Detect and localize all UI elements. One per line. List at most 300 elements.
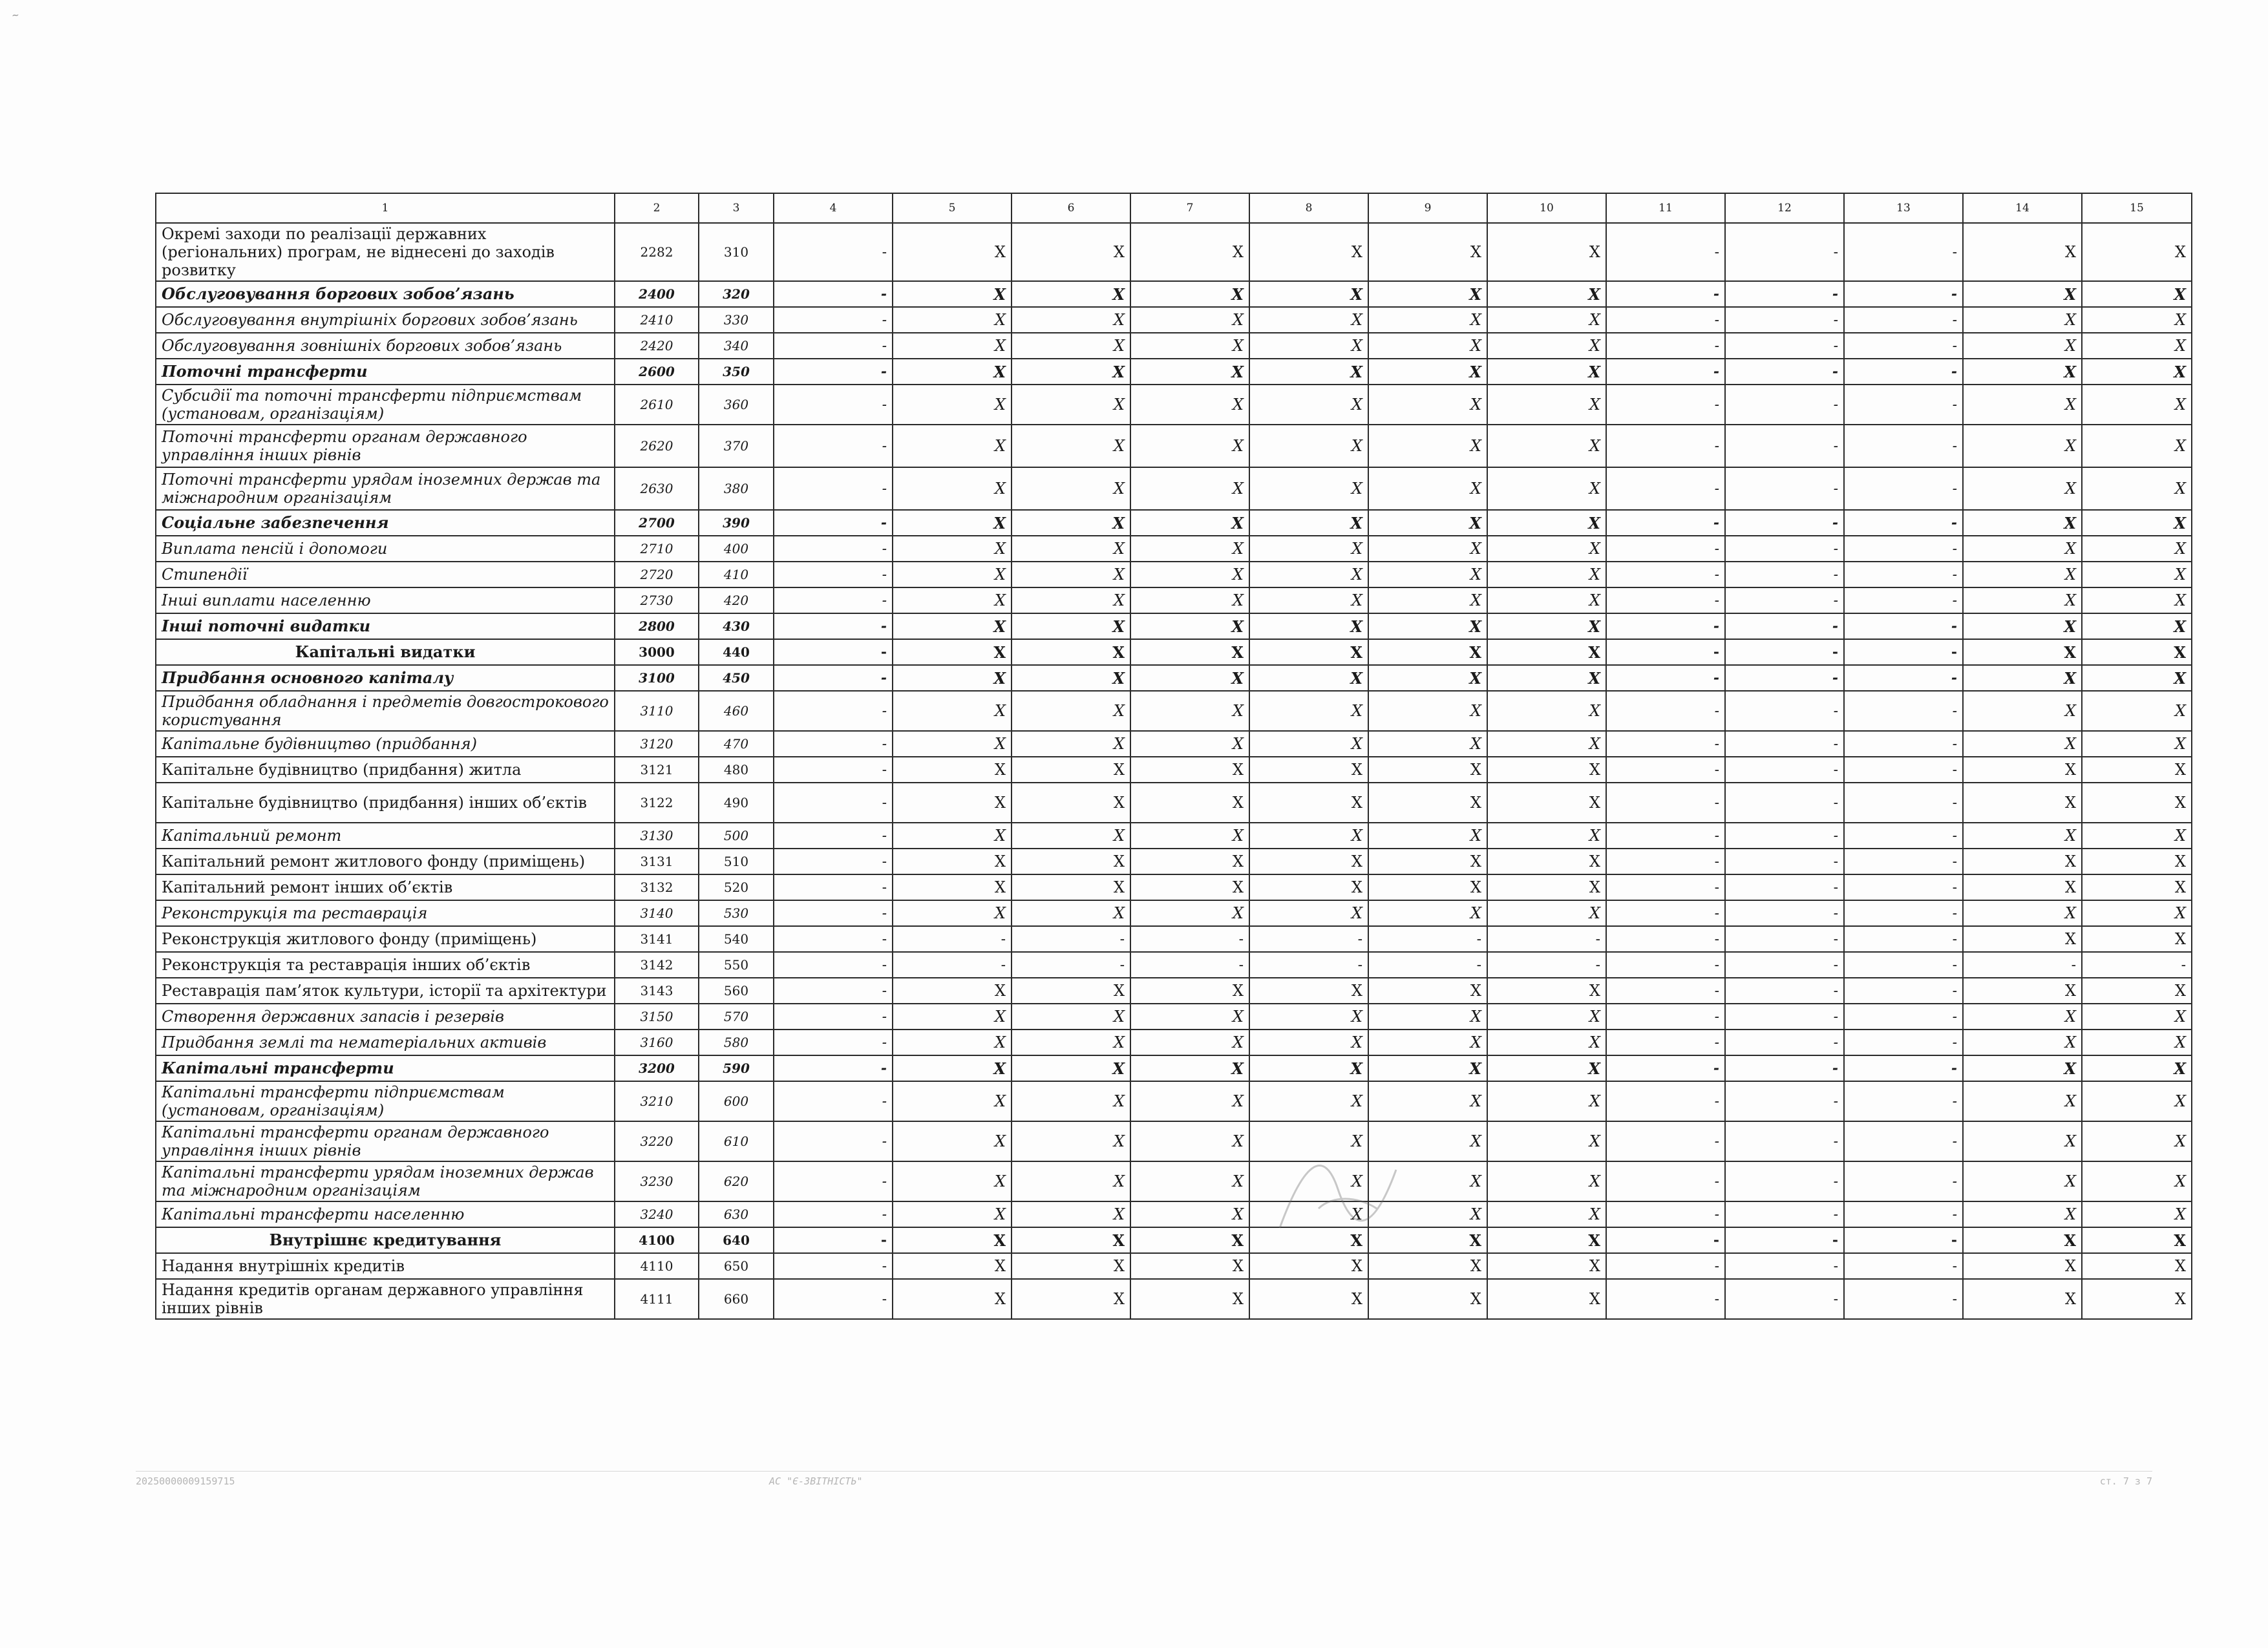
row-value-col-8: X	[1249, 757, 1368, 783]
row-value-col-10: X	[1487, 757, 1606, 783]
row-value-col-13: -	[1844, 823, 1963, 849]
column-number-9: 9	[1368, 193, 1487, 223]
row-value-col-4: -	[774, 1030, 893, 1055]
table-row	[156, 1279, 2192, 1319]
row-value-col-14: X	[1963, 665, 2082, 691]
row-economic-code: 3210	[615, 1081, 699, 1121]
table-row	[156, 900, 2192, 926]
table-row	[156, 562, 2192, 587]
column-number-5: 5	[893, 193, 1012, 223]
row-value-col-10: X	[1487, 823, 1606, 849]
row-value-col-10: X	[1487, 587, 1606, 613]
row-value-col-5: X	[893, 1004, 1012, 1030]
row-value-col-9: X	[1368, 223, 1487, 281]
row-value-col-6: X	[1012, 1055, 1130, 1081]
row-line-code: 450	[699, 665, 774, 691]
row-value-col-6: X	[1012, 874, 1130, 900]
row-value-col-12: -	[1725, 333, 1844, 359]
row-line-code: 460	[699, 691, 774, 731]
row-value-col-9: X	[1368, 757, 1487, 783]
row-value-col-4: -	[774, 359, 893, 385]
row-name: Інші поточні видатки	[156, 613, 615, 639]
row-value-col-14: X	[1963, 1161, 2082, 1201]
row-value-col-14: X	[1963, 425, 2082, 467]
row-name: Капітальні трансферти	[156, 1055, 615, 1081]
row-value-col-10: X	[1487, 333, 1606, 359]
column-number-13: 13	[1844, 193, 1963, 223]
row-value-col-9: X	[1368, 874, 1487, 900]
row-value-col-7: X	[1130, 1201, 1249, 1227]
row-value-col-6: X	[1012, 639, 1130, 665]
row-value-col-11: -	[1606, 1121, 1725, 1161]
row-value-col-10: -	[1487, 926, 1606, 952]
row-value-col-9: X	[1368, 665, 1487, 691]
row-value-col-14: X	[1963, 536, 2082, 562]
row-line-code: 350	[699, 359, 774, 385]
row-line-code: 520	[699, 874, 774, 900]
row-value-col-13: -	[1844, 691, 1963, 731]
row-value-col-10: X	[1487, 385, 1606, 425]
row-value-col-13: -	[1844, 359, 1963, 385]
row-name: Капітальне будівництво (придбання) житла	[156, 757, 615, 783]
table-row	[156, 1227, 2192, 1253]
row-line-code: 580	[699, 1030, 774, 1055]
table-row	[156, 849, 2192, 874]
row-value-col-7: X	[1130, 1253, 1249, 1279]
row-value-col-12: -	[1725, 510, 1844, 536]
table-row	[156, 823, 2192, 849]
row-value-col-4: -	[774, 562, 893, 587]
row-economic-code: 2410	[615, 307, 699, 333]
row-value-col-14: X	[1963, 1004, 2082, 1030]
row-economic-code: 3130	[615, 823, 699, 849]
row-value-col-9: X	[1368, 510, 1487, 536]
row-value-col-12: -	[1725, 978, 1844, 1004]
row-value-col-14: X	[1963, 1055, 2082, 1081]
row-economic-code: 2730	[615, 587, 699, 613]
row-value-col-9: X	[1368, 613, 1487, 639]
row-value-col-6: X	[1012, 849, 1130, 874]
row-value-col-8: X	[1249, 467, 1368, 510]
row-line-code: 470	[699, 731, 774, 757]
row-value-col-5: -	[893, 952, 1012, 978]
row-value-col-10: X	[1487, 510, 1606, 536]
row-value-col-15: X	[2082, 1227, 2192, 1253]
column-number-6: 6	[1012, 193, 1130, 223]
row-economic-code: 3230	[615, 1161, 699, 1201]
row-value-col-8: X	[1249, 307, 1368, 333]
row-value-col-6: X	[1012, 1253, 1130, 1279]
table-row	[156, 281, 2192, 307]
row-value-col-12: -	[1725, 613, 1844, 639]
row-line-code: 620	[699, 1161, 774, 1201]
row-value-col-14: X	[1963, 385, 2082, 425]
row-value-col-11: -	[1606, 874, 1725, 900]
row-line-code: 380	[699, 467, 774, 510]
row-value-col-5: X	[893, 562, 1012, 587]
row-value-col-7: X	[1130, 1121, 1249, 1161]
row-name: Придбання обладнання і предметів довгострокового користування	[156, 691, 615, 731]
row-value-col-8: X	[1249, 587, 1368, 613]
row-value-col-8: X	[1249, 281, 1368, 307]
row-value-col-6: X	[1012, 562, 1130, 587]
row-value-col-5: X	[893, 691, 1012, 731]
row-value-col-12: -	[1725, 281, 1844, 307]
row-name: Виплата пенсій і допомоги	[156, 536, 615, 562]
row-value-col-4: -	[774, 691, 893, 731]
row-value-col-10: X	[1487, 1253, 1606, 1279]
row-value-col-15: X	[2082, 978, 2192, 1004]
row-line-code: 490	[699, 783, 774, 823]
row-value-col-7: X	[1130, 731, 1249, 757]
row-value-col-11: -	[1606, 1081, 1725, 1121]
row-value-col-9: X	[1368, 1081, 1487, 1121]
row-name: Субсидії та поточні трансферти підприємствам (установам, організаціям)	[156, 385, 615, 425]
row-value-col-9: X	[1368, 587, 1487, 613]
row-value-col-13: -	[1844, 731, 1963, 757]
row-value-col-13: -	[1844, 385, 1963, 425]
row-value-col-5: X	[893, 385, 1012, 425]
row-name: Капітальні видатки	[156, 639, 615, 665]
row-line-code: 590	[699, 1055, 774, 1081]
table-row	[156, 1253, 2192, 1279]
row-value-col-14: X	[1963, 1081, 2082, 1121]
row-value-col-5: X	[893, 281, 1012, 307]
row-value-col-6: -	[1012, 926, 1130, 952]
row-value-col-13: -	[1844, 1055, 1963, 1081]
row-value-col-8: X	[1249, 510, 1368, 536]
row-value-col-8: X	[1249, 1201, 1368, 1227]
row-value-col-14: X	[1963, 1227, 2082, 1253]
row-value-col-5: X	[893, 1253, 1012, 1279]
row-line-code: 410	[699, 562, 774, 587]
row-line-code: 630	[699, 1201, 774, 1227]
row-value-col-12: -	[1725, 307, 1844, 333]
row-value-col-4: -	[774, 1161, 893, 1201]
row-value-col-9: X	[1368, 1201, 1487, 1227]
row-value-col-8: -	[1249, 926, 1368, 952]
row-value-col-11: -	[1606, 510, 1725, 536]
row-value-col-14: X	[1963, 223, 2082, 281]
row-value-col-13: -	[1844, 1161, 1963, 1201]
table-row	[156, 926, 2192, 952]
column-number-15: 15	[2082, 193, 2192, 223]
row-value-col-12: -	[1725, 639, 1844, 665]
row-value-col-12: -	[1725, 425, 1844, 467]
row-value-col-5: X	[893, 1279, 1012, 1319]
row-value-col-7: X	[1130, 223, 1249, 281]
row-value-col-12: -	[1725, 587, 1844, 613]
footer-page-number: ст. 7 з 7	[2099, 1475, 2152, 1487]
row-value-col-9: X	[1368, 978, 1487, 1004]
row-value-col-6: X	[1012, 467, 1130, 510]
row-value-col-11: -	[1606, 1004, 1725, 1030]
row-value-col-13: -	[1844, 978, 1963, 1004]
row-value-col-12: -	[1725, 823, 1844, 849]
row-value-col-13: -	[1844, 562, 1963, 587]
row-value-col-15: X	[2082, 1004, 2192, 1030]
row-value-col-15: X	[2082, 1279, 2192, 1319]
column-number-11: 11	[1606, 193, 1725, 223]
row-line-code: 330	[699, 307, 774, 333]
row-value-col-10: X	[1487, 1055, 1606, 1081]
row-name: Окремі заходи по реалізації державних (регіональних) програм, не віднесені до заходів розвитку	[156, 223, 615, 281]
row-economic-code: 2700	[615, 510, 699, 536]
row-value-col-8: X	[1249, 874, 1368, 900]
row-value-col-7: X	[1130, 425, 1249, 467]
row-value-col-6: X	[1012, 691, 1130, 731]
row-value-col-13: -	[1844, 281, 1963, 307]
row-value-col-7: X	[1130, 385, 1249, 425]
budget-table	[155, 193, 2192, 1320]
row-value-col-6: X	[1012, 536, 1130, 562]
row-economic-code: 3220	[615, 1121, 699, 1161]
row-value-col-4: -	[774, 510, 893, 536]
row-value-col-13: -	[1844, 1279, 1963, 1319]
row-economic-code: 2720	[615, 562, 699, 587]
row-value-col-4: -	[774, 281, 893, 307]
row-value-col-6: X	[1012, 1161, 1130, 1201]
row-economic-code: 4111	[615, 1279, 699, 1319]
row-value-col-6: X	[1012, 1081, 1130, 1121]
table-body	[156, 223, 2192, 1319]
row-value-col-4: -	[774, 978, 893, 1004]
row-line-code: 400	[699, 536, 774, 562]
row-value-col-6: X	[1012, 731, 1130, 757]
row-value-col-7: X	[1130, 691, 1249, 731]
row-value-col-15: X	[2082, 1055, 2192, 1081]
row-value-col-8: X	[1249, 359, 1368, 385]
row-value-col-11: -	[1606, 1030, 1725, 1055]
row-value-col-15: X	[2082, 757, 2192, 783]
row-value-col-6: X	[1012, 665, 1130, 691]
row-value-col-8: X	[1249, 562, 1368, 587]
row-value-col-9: X	[1368, 562, 1487, 587]
row-value-col-4: -	[774, 1055, 893, 1081]
row-value-col-11: -	[1606, 385, 1725, 425]
table-row	[156, 1004, 2192, 1030]
table-row	[156, 1030, 2192, 1055]
row-value-col-12: -	[1725, 385, 1844, 425]
row-value-col-4: -	[774, 783, 893, 823]
row-line-code: 430	[699, 613, 774, 639]
row-value-col-8: X	[1249, 333, 1368, 359]
row-value-col-6: -	[1012, 952, 1130, 978]
row-value-col-11: -	[1606, 783, 1725, 823]
row-value-col-15: X	[2082, 385, 2192, 425]
row-value-col-9: X	[1368, 536, 1487, 562]
row-name: Реконструкція та реставрація	[156, 900, 615, 926]
row-line-code: 420	[699, 587, 774, 613]
row-economic-code: 2610	[615, 385, 699, 425]
row-value-col-5: X	[893, 613, 1012, 639]
row-value-col-15: X	[2082, 1201, 2192, 1227]
row-value-col-10: X	[1487, 1004, 1606, 1030]
row-value-col-9: X	[1368, 333, 1487, 359]
row-economic-code: 3122	[615, 783, 699, 823]
row-value-col-11: -	[1606, 1161, 1725, 1201]
row-value-col-5: X	[893, 425, 1012, 467]
row-value-col-10: -	[1487, 952, 1606, 978]
row-name: Капітальний ремонт житлового фонду (приміщень)	[156, 849, 615, 874]
row-value-col-15: X	[2082, 510, 2192, 536]
row-value-col-4: -	[774, 425, 893, 467]
row-value-col-14: X	[1963, 587, 2082, 613]
row-value-col-10: X	[1487, 425, 1606, 467]
row-value-col-5: X	[893, 1055, 1012, 1081]
row-value-col-15: X	[2082, 823, 2192, 849]
row-value-col-9: X	[1368, 1279, 1487, 1319]
row-value-col-13: -	[1844, 783, 1963, 823]
column-number-4: 4	[774, 193, 893, 223]
row-value-col-5: X	[893, 467, 1012, 510]
row-economic-code: 2630	[615, 467, 699, 510]
table-row	[156, 510, 2192, 536]
row-value-col-14: X	[1963, 1253, 2082, 1279]
row-value-col-9: X	[1368, 1055, 1487, 1081]
row-value-col-9: X	[1368, 691, 1487, 731]
row-name: Внутрішнє кредитування	[156, 1227, 615, 1253]
row-value-col-13: -	[1844, 874, 1963, 900]
row-value-col-15: X	[2082, 1081, 2192, 1121]
row-value-col-10: X	[1487, 223, 1606, 281]
row-name: Надання внутрішніх кредитів	[156, 1253, 615, 1279]
row-value-col-10: X	[1487, 1279, 1606, 1319]
row-value-col-5: X	[893, 223, 1012, 281]
table-row	[156, 587, 2192, 613]
row-value-col-7: X	[1130, 823, 1249, 849]
row-value-col-11: -	[1606, 731, 1725, 757]
row-value-col-15: X	[2082, 359, 2192, 385]
row-value-col-8: X	[1249, 536, 1368, 562]
row-value-col-12: -	[1725, 223, 1844, 281]
row-value-col-8: X	[1249, 1030, 1368, 1055]
row-value-col-7: X	[1130, 639, 1249, 665]
row-line-code: 570	[699, 1004, 774, 1030]
row-value-col-6: X	[1012, 307, 1130, 333]
row-value-col-14: X	[1963, 874, 2082, 900]
row-value-col-8: X	[1249, 639, 1368, 665]
row-value-col-12: -	[1725, 783, 1844, 823]
row-value-col-7: X	[1130, 874, 1249, 900]
row-economic-code: 3120	[615, 731, 699, 757]
row-value-col-13: -	[1844, 952, 1963, 978]
row-value-col-10: X	[1487, 978, 1606, 1004]
row-value-col-6: X	[1012, 1201, 1130, 1227]
row-value-col-5: X	[893, 731, 1012, 757]
row-value-col-12: -	[1725, 926, 1844, 952]
row-value-col-6: X	[1012, 1227, 1130, 1253]
row-value-col-4: -	[774, 665, 893, 691]
column-number-1: 1	[156, 193, 615, 223]
row-value-col-8: X	[1249, 783, 1368, 823]
row-value-col-5: X	[893, 1227, 1012, 1253]
row-value-col-7: X	[1130, 1081, 1249, 1121]
row-value-col-14: X	[1963, 510, 2082, 536]
row-value-col-5: X	[893, 783, 1012, 823]
row-value-col-5: X	[893, 823, 1012, 849]
table-row	[156, 1121, 2192, 1161]
row-value-col-14: X	[1963, 307, 2082, 333]
row-economic-code: 3142	[615, 952, 699, 978]
row-value-col-11: -	[1606, 562, 1725, 587]
row-value-col-7: X	[1130, 281, 1249, 307]
row-value-col-10: X	[1487, 307, 1606, 333]
row-value-col-7: -	[1130, 926, 1249, 952]
row-name: Стипендії	[156, 562, 615, 587]
row-value-col-15: X	[2082, 1161, 2192, 1201]
row-name: Капітальні трансферти населенню	[156, 1201, 615, 1227]
row-value-col-6: X	[1012, 978, 1130, 1004]
table-row	[156, 385, 2192, 425]
row-value-col-14: X	[1963, 639, 2082, 665]
row-value-col-14: X	[1963, 900, 2082, 926]
footer-document-id: 20250000009159715	[136, 1475, 235, 1487]
row-value-col-11: -	[1606, 952, 1725, 978]
row-value-col-12: -	[1725, 952, 1844, 978]
row-value-col-7: X	[1130, 757, 1249, 783]
row-value-col-12: -	[1725, 1121, 1844, 1161]
row-value-col-11: -	[1606, 978, 1725, 1004]
table-row	[156, 874, 2192, 900]
row-value-col-15: X	[2082, 281, 2192, 307]
row-value-col-6: X	[1012, 223, 1130, 281]
row-value-col-8: X	[1249, 691, 1368, 731]
table-row	[156, 639, 2192, 665]
row-value-col-6: X	[1012, 385, 1130, 425]
row-value-col-11: -	[1606, 1201, 1725, 1227]
row-value-col-9: X	[1368, 359, 1487, 385]
row-value-col-4: -	[774, 333, 893, 359]
row-name: Реконструкція та реставрація інших об’єктів	[156, 952, 615, 978]
row-value-col-13: -	[1844, 1030, 1963, 1055]
row-value-col-11: -	[1606, 223, 1725, 281]
row-value-col-10: X	[1487, 1121, 1606, 1161]
row-value-col-12: -	[1725, 536, 1844, 562]
row-value-col-6: X	[1012, 587, 1130, 613]
row-economic-code: 3131	[615, 849, 699, 874]
row-value-col-11: -	[1606, 587, 1725, 613]
row-value-col-4: -	[774, 467, 893, 510]
row-value-col-7: X	[1130, 307, 1249, 333]
row-economic-code: 2710	[615, 536, 699, 562]
row-value-col-5: X	[893, 359, 1012, 385]
row-value-col-11: -	[1606, 926, 1725, 952]
row-economic-code: 4100	[615, 1227, 699, 1253]
row-value-col-4: -	[774, 1253, 893, 1279]
row-line-code: 600	[699, 1081, 774, 1121]
row-line-code: 660	[699, 1279, 774, 1319]
table-row	[156, 1055, 2192, 1081]
row-value-col-6: X	[1012, 900, 1130, 926]
table-row	[156, 307, 2192, 333]
row-value-col-11: -	[1606, 1055, 1725, 1081]
row-value-col-13: -	[1844, 333, 1963, 359]
row-value-col-8: X	[1249, 1279, 1368, 1319]
row-value-col-15: X	[2082, 613, 2192, 639]
row-value-col-4: -	[774, 849, 893, 874]
row-value-col-8: X	[1249, 731, 1368, 757]
row-value-col-11: -	[1606, 613, 1725, 639]
row-name: Капітальні трансферти підприємствам (установам, організаціям)	[156, 1081, 615, 1121]
row-value-col-15: X	[2082, 900, 2192, 926]
row-value-col-12: -	[1725, 1201, 1844, 1227]
row-value-col-10: X	[1487, 536, 1606, 562]
row-value-col-7: X	[1130, 1227, 1249, 1253]
row-value-col-12: -	[1725, 1081, 1844, 1121]
row-value-col-12: -	[1725, 1004, 1844, 1030]
row-value-col-9: X	[1368, 823, 1487, 849]
